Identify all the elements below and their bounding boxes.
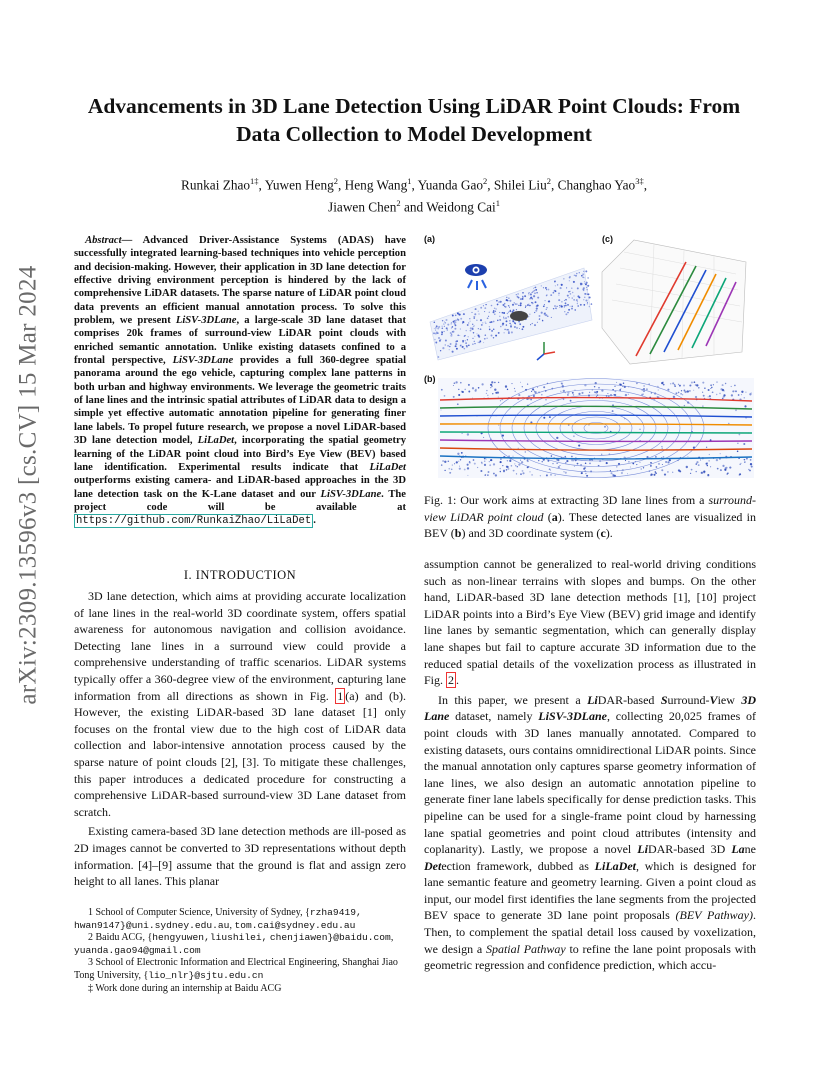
author-list [60, 172, 768, 217]
section-heading-introduction: I. INTRODUCTION [183, 568, 297, 582]
title-line-2: Data Collection to Model Development [236, 122, 592, 146]
intro-paragraph-2: Existing camera-based 3D lane detection methods are ill-posed as 2D images cannot be converted to 3D representations without depth information. [4]–[9] assume that the ground is flat and assign zero height to all lanes. This planar [74, 824, 406, 889]
footnote-4: ‡ Work done during an internship at Baidu ACG [88, 982, 282, 994]
lane-3d-plot-panel-c [602, 240, 746, 364]
title-line-1: Advancements in 3D Lane Detection Using LiDAR Point Clouds: From [87, 94, 741, 118]
abstract: Abstract— Advanced Driver-Assistance Systems (ADAS) have successfully integrated learning-based techniques into vehicle perception and decision-making. However, their application in 3D lane detection for effective driving environment perception is hindered by the lack of comprehensive LiDAR datasets. The sparse nature of LiDAR point cloud data prevents an efficient manual annotation process. To solve this problem, we present LiSV-3DLane, a large-scale 3D lane dataset that comprises 20k frames of surround-view LiDAR point clouds with enriched semantic annotation. Unlike existing datasets confined to a frontal perspective, LiSV-3DLane provides a full 360-degree spatial panorama around the ego vehicle, capturing complex lane patterns in both urban and highway environments. We leverage the geometric traits of lane lines and the intrinsic spatial attributes of LiDAR data to design a simple yet effective automatic annotation pipeline for generating finer lane labels. To propel future research, we propose a novel LiDAR-based 3D lane detection model, LiLaDet, incorporating the spatial geometry learning of the LiDAR point cloud into Bird’s Eye View (BEV) based lane identification. Experimental results indicate that LiLaDet outperforms existing camera- and LiDAR-based approaches in the 3D lane detection task on the K-Lane dataset and our LiSV-3DLane. The project code will be available at https://github.com/RunkaiZhao/LiLaDet . [74, 235, 407, 528]
footnote-3: 3 School of Electronic Information and Electrical Engineering, Shanghai Jiao Tong University, {lio_nlr}@sjtu.edu.cn [74, 957, 398, 981]
fig-2-link[interactable]: 2 [448, 673, 455, 688]
fig-1-link[interactable]: 1 [337, 688, 344, 703]
intro-paragraph-1: 3D lane detection, which aims at providing accurate localization of lane lines in the real-world 3D coordinate system, offers spatial awareness for autonomous navigation and collision avoidance. Detecting lane lines in a surround view could provide a comprehensive understanding of traffic scenarios. LiDAR systems typically offer a 360-degree view of the environment, capturing lane information from all directions as shown in Fig. 1 (a) and (b). However, the existing LiDAR-based 3D lane dataset [1] only focuses on the frontal view due to the high cost of LiDAR data collection and labor-intensive annotation process caused by the sparse nature of point clouds [2], [3]. To mitigate these challenges, this paper introduces a dedicated procedure for constructing a comprehensive LiDAR-based surround-view 3D Lane dataset from scratch. [74, 589, 406, 819]
panel-label-c: (c) [602, 234, 613, 244]
right-paragraph-1: assumption cannot be generalized to real-world driving conditions such as non-linear terrains with slopes and bumps. On the other hand, LiDAR-based 3D lane detection methods [1], [10] project LiDAR points into a Bird’s Eye View (BEV) grid image and identify line lanes by semantic segmentation, which can generally display lane shapes but fail to capture accurate 3D information due to the reduced spatial details of the voxelization process as illustrated in Fig. 2 . [424, 557, 756, 688]
panel-label-a: (a) [424, 234, 435, 244]
paper-title [60, 92, 768, 148]
footnote-1: 1 School of Computer Science, University of Sydney, {rzha9419, hwan9147}@uni.sydney.edu.au, tom.cai@sydney.edu.au [74, 907, 362, 931]
github-link[interactable]: https://github.com/RunkaiZhao/LiLaDet [76, 515, 312, 528]
figure-1-caption: Fig. 1: Our work aims at extracting 3D lane lines from a surround-view LiDAR point cloud (a). These detected lanes are visualized in BEV (b) and 3D coordinate system (c). [424, 493, 756, 541]
left-column-body [74, 588, 406, 890]
bev-panel-b [438, 378, 754, 478]
right-column-body [424, 556, 756, 974]
figure-1 [424, 232, 756, 482]
right-paragraph-2: In this paper, we present a LiDAR-based Surround-View 3D Lane dataset, namely LiSV-3DLane, collecting 20,025 frames of point clouds with 3D lanes manually annotated. Compared to existing datasets, ours contains omnidirectional LiDAR points. Since the manual annotation only captures sparse geometry information of lane lines, we also design an automatic annotation pipeline to generate finer lane labels specifically for dense prediction tasks. This pipeline can be used for a single-frame point cloud by harnessing lane spatial geometries and point cloud attributes (intensity and coplanarity). Lastly, we propose a novel LiDAR-based 3D Lane Detection framework, dubbed as LiLaDet, which is designed for lane semantic feature and geometry learning. Given a point cloud as input, our model first identifies the lane segments from the projected BEV space to generate 3D lane point proposals (BEV Pathway). Then, to complement the spatial detail loss caused by voxelization, we design a Spatial Pathway to refine the lane point proposals with geometric regression and confidence prediction, which accu- [424, 692, 756, 973]
figure-1-graphic [424, 232, 756, 482]
author-line-1: Runkai Zhao$^{1\ddagger}$, Yuwen Heng$^2$, Heng Wang$^1$, Yuanda Gao$^2$, Shilei Liu$^2$, Changhao Yao$^{3\ddagger}$, [180, 176, 648, 193]
footnote-2: 2 Baidu ACG, {hengyuwen,liushilei, chenjiawen}@baidu.com, yuanda.gao94@gmail.com [74, 932, 394, 956]
footnotes [74, 907, 406, 995]
author-line-2: Jiawen Chen$^2$ and Weidong Cai$^1$ [328, 198, 500, 215]
abstract-label: Abstract [85, 235, 122, 246]
panel-label-b: (b) [424, 374, 436, 384]
arxiv-watermark: arXiv:2309.13596v3 [cs.CV] 15 Mar 2024 [15, 265, 42, 705]
